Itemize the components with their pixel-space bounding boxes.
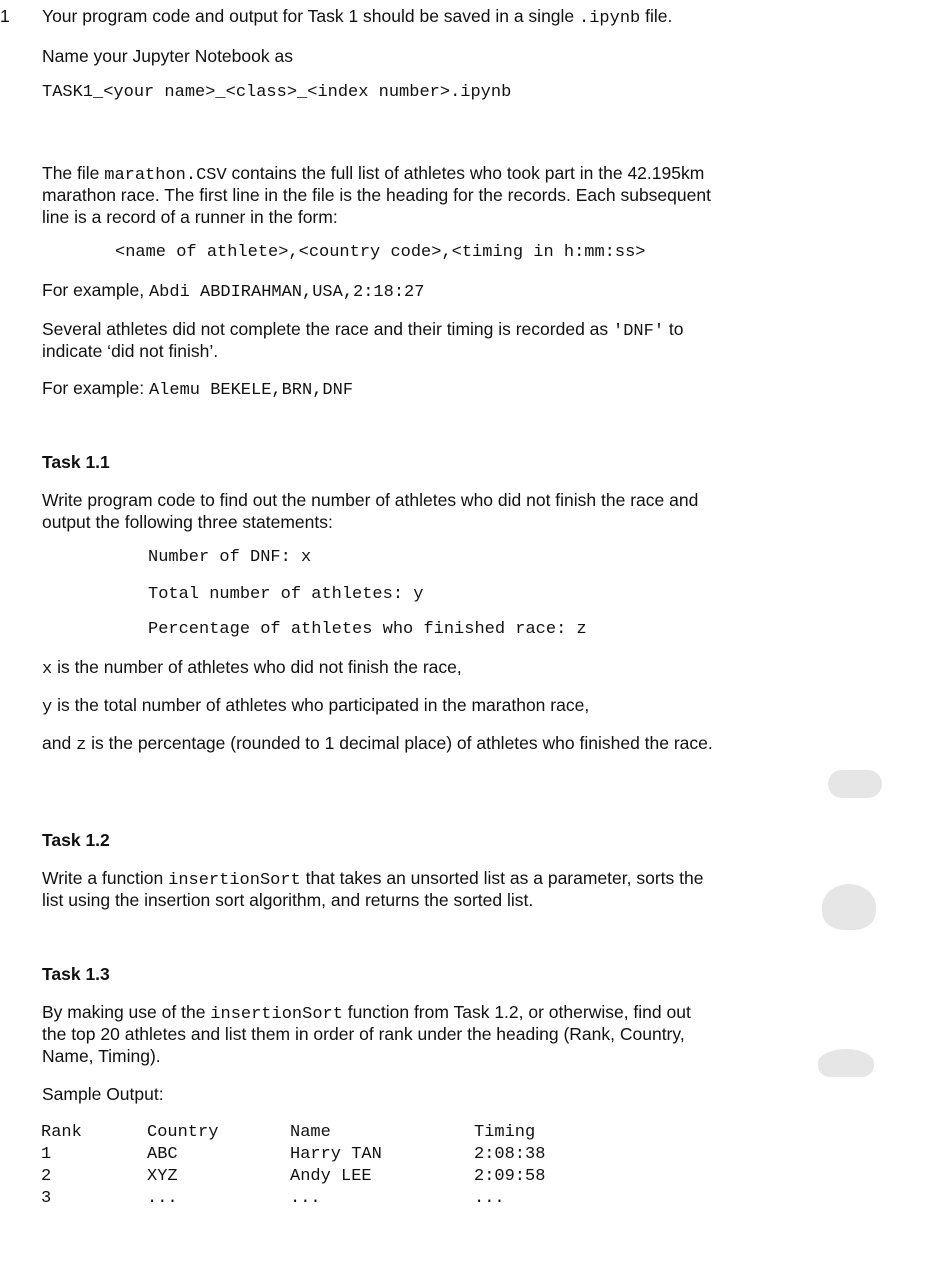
question-number: 1 [0,6,10,26]
example-1-label: For example, [42,280,149,300]
file-extension-code: .ipynb [579,9,641,28]
notebook-filename: TASK1_<your name>_<class>_<index number>.ipynb [42,83,512,102]
sample-cell-name: Andy LEE [290,1167,372,1186]
insertion-sort-reference-code: insertionSort [210,1005,343,1024]
sample-row [41,1145,546,1167]
sample-header-row [41,1123,536,1145]
intro-text-end: file. [640,6,673,26]
statement-percentage: Percentage of athletes who finished race: z [148,620,587,639]
example-2-label: For example: [42,378,149,398]
example-2 [42,378,353,400]
sample-header-timing: Timing [474,1123,536,1142]
sample-cell-timing: 2:08:38 [474,1145,546,1164]
sample-row [41,1167,546,1189]
task-1-3-line-3: Name, Timing). [42,1046,161,1066]
z-definition [42,733,713,755]
margin-smudge [818,1049,874,1077]
margin-smudge [822,884,876,930]
task-1-2-line-1 [42,868,703,890]
insertion-sort-code: insertionSort [168,871,301,890]
x-definition-text: is the number of athletes who did not finish the race, [52,657,462,677]
task-1-2-heading: Task 1.2 [42,830,110,850]
sample-cell-timing: ... [474,1189,505,1208]
statement-total: Total number of athletes: y [148,585,424,604]
sample-cell-timing: 2:09:58 [474,1167,546,1186]
sample-row [41,1189,505,1211]
task-1-1-heading: Task 1.1 [42,452,110,472]
sample-cell-rank: 2 [41,1167,52,1186]
description-line-2: marathon race. The first line in the file is the heading for the records. Each subsequent [42,185,711,205]
description-text: The file [42,163,105,183]
description-line-1 [42,163,704,185]
task-1-3-line-1 [42,1002,691,1024]
statement-dnf: Number of DNF: x [148,548,312,567]
task-1-1-line-2: output the following three statements: [42,512,333,532]
task-1-3-text: By making use of the [42,1002,211,1022]
task-1-3-line-2: the top 20 athletes and list them in order of rank under the heading (Rank, Country, [42,1024,685,1044]
dnf-text-end: to [664,319,684,339]
sample-cell-rank: 1 [41,1145,52,1164]
example-1-code: Abdi ABDIRAHMAN,USA,2:18:27 [148,283,425,302]
task-1-3-text-end: function from Task 1.2, or otherwise, find out [342,1002,691,1022]
sample-cell-country: XYZ [147,1167,178,1186]
dnf-line-1 [42,319,684,341]
record-format: <name of athlete>,<country code>,<timing in h:mm:ss> [115,243,646,262]
description-text-end: contains the full list of athletes who took part in the 42.195km [226,163,705,183]
example-2-code: Alemu BEKELE,BRN,DNF [148,381,354,400]
z-definition-prefix: and [42,733,77,753]
x-definition [42,657,462,679]
x-variable: x [42,660,53,679]
intro-line-2: Name your Jupyter Notebook as [42,46,293,66]
intro-line-1 [42,6,672,28]
margin-smudge [828,770,882,798]
sample-cell-name: Harry TAN [290,1145,382,1164]
task-1-3-heading: Task 1.3 [42,964,110,984]
task-1-2-line-2: list using the insertion sort algorithm, and returns the sorted list. [42,890,534,910]
dnf-line-2: indicate ‘did not finish’. [42,341,219,361]
sample-output-label: Sample Output: [42,1084,164,1104]
sample-cell-name: ... [290,1189,321,1208]
y-definition [42,695,589,717]
dnf-code: 'DNF' [613,322,665,341]
sample-header-rank: Rank [41,1123,82,1142]
csv-filename-code: marathon.CSV [104,166,227,185]
task-1-2-text: Write a function [42,868,169,888]
description-line-3: line is a record of a runner in the form: [42,207,338,227]
dnf-text: Several athletes did not complete the race and their timing is recorded as [42,319,614,339]
task-1-1-line-1: Write program code to find out the number of athletes who did not finish the race and [42,490,699,510]
task-1-2-text-end: that takes an unsorted list as a parameter, sorts the [300,868,704,888]
sample-cell-rank: 3 [41,1189,52,1208]
y-variable: y [42,698,53,717]
z-definition-text: is the percentage (rounded to 1 decimal place) of athletes who finished the race. [86,733,713,753]
sample-cell-country: ABC [147,1145,178,1164]
sample-header-name: Name [290,1123,331,1142]
sample-cell-country: ... [147,1189,178,1208]
z-variable: z [76,736,87,755]
y-definition-text: is the total number of athletes who participated in the marathon race, [52,695,590,715]
example-1 [42,280,424,302]
sample-header-country: Country [147,1123,219,1142]
intro-text: Your program code and output for Task 1 should be saved in a single [42,6,580,26]
